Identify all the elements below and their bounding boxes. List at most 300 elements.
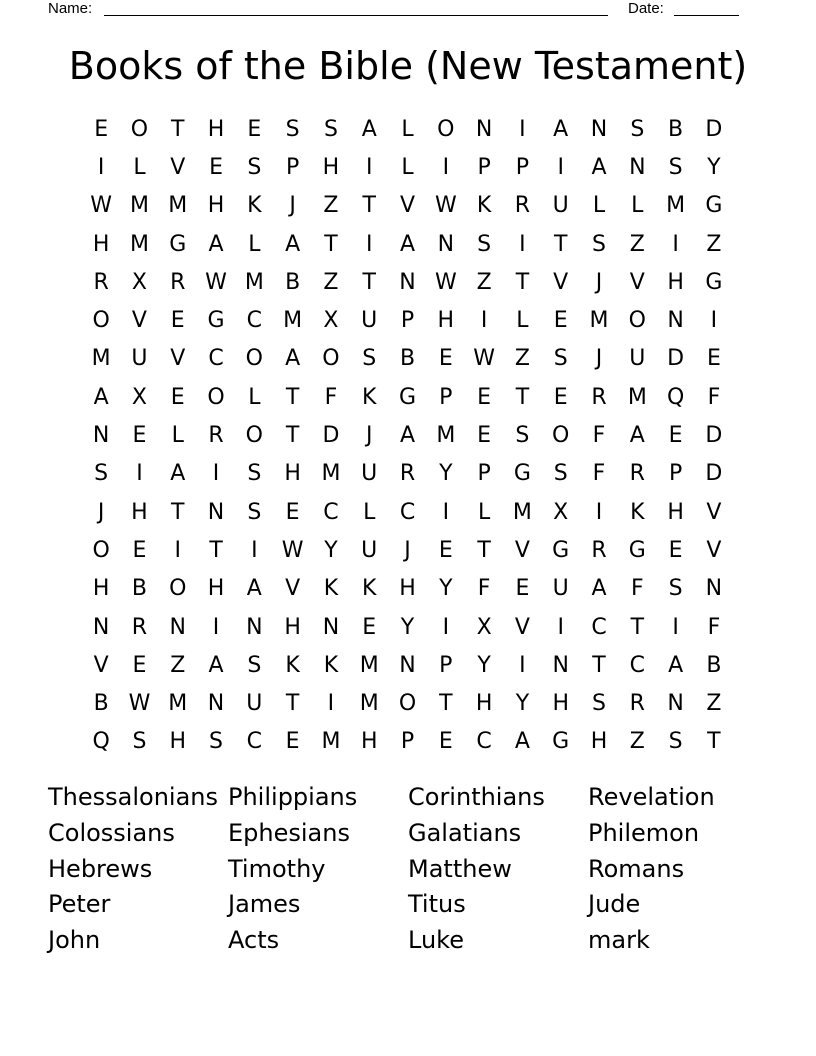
word-bank-item: Matthew	[408, 854, 512, 883]
word-bank-item: Corinthians	[408, 783, 545, 811]
grid-cell: S	[668, 729, 683, 755]
grid-cell: M	[589, 308, 609, 334]
grid-cell: N	[169, 614, 186, 640]
grid-cell: A	[668, 652, 684, 678]
grid-cell: G	[705, 269, 723, 295]
grid-cell: W	[434, 193, 457, 219]
grid-cell: G	[552, 537, 570, 563]
word-bank-item: Revelation	[588, 783, 715, 811]
grid-cell: P	[515, 154, 530, 180]
grid-cell: G	[628, 537, 646, 563]
grid-cell: E	[553, 384, 568, 410]
grid-cell: S	[323, 116, 338, 142]
grid-cell: L	[401, 116, 414, 142]
grid-cell: Y	[400, 614, 415, 640]
grid-cell: E	[285, 499, 300, 525]
grid-cell: W	[434, 269, 457, 295]
grid-cell: H	[322, 154, 340, 180]
grid-cell: V	[553, 269, 569, 295]
grid-cell: A	[514, 729, 530, 755]
grid-cell: I	[595, 499, 603, 525]
grid-cell: H	[475, 691, 493, 717]
grid-cell: M	[359, 652, 379, 678]
grid-cell: S	[247, 652, 262, 678]
grid-cell: M	[129, 231, 149, 257]
grid-cell: T	[592, 652, 606, 678]
grid-cell: O	[398, 691, 417, 717]
grid-cell: O	[245, 423, 263, 449]
grid-cell: L	[631, 193, 644, 219]
grid-cell: E	[285, 729, 300, 755]
grid-cell: D	[322, 423, 340, 449]
grid-cell: Z	[476, 269, 492, 295]
grid-cell: V	[706, 499, 722, 525]
grid-cell: Z	[706, 231, 722, 257]
grid-cell: B	[93, 691, 109, 717]
grid-cell: I	[212, 461, 220, 487]
grid-cell: O	[92, 308, 110, 334]
grid-cell: T	[515, 269, 530, 295]
grid-cell: F	[707, 614, 721, 640]
grid-cell: V	[629, 269, 645, 295]
grid-cell: C	[476, 729, 492, 755]
grid-cell: I	[442, 154, 450, 180]
grid-cell: R	[514, 193, 531, 219]
grid-cell: C	[399, 499, 416, 525]
grid-cell: T	[171, 116, 185, 142]
grid-cell: W	[473, 346, 495, 372]
grid-cell: Q	[666, 384, 685, 410]
grid-cell: T	[439, 691, 453, 717]
grid-cell: W	[90, 193, 113, 219]
grid-cell: P	[477, 154, 491, 180]
date-blank-line[interactable]	[674, 15, 739, 16]
grid-cell: I	[519, 231, 526, 257]
grid-cell: R	[93, 269, 109, 295]
grid-cell: E	[94, 116, 109, 142]
grid-cell: I	[442, 499, 450, 525]
grid-cell: S	[247, 154, 262, 180]
grid-cell: R	[170, 269, 186, 295]
word-bank-item: Romans	[588, 854, 685, 883]
grid-cell: Y	[515, 691, 530, 717]
grid-cell: S	[209, 729, 224, 755]
grid-cell: T	[515, 384, 530, 410]
grid-cell: N	[246, 614, 263, 640]
grid-cell: M	[91, 346, 111, 372]
grid-cell: A	[208, 652, 224, 678]
grid-cell: C	[208, 346, 224, 372]
page-title: Books of the Bible (New Testament)	[68, 44, 748, 88]
grid-cell: P	[285, 154, 300, 180]
word-bank-item: John	[48, 926, 101, 955]
grid-cell: M	[436, 423, 456, 449]
grid-cell: I	[174, 537, 181, 563]
grid-cell: X	[476, 614, 492, 640]
grid-cell: K	[285, 652, 300, 678]
grid-cell: V	[131, 308, 147, 334]
grid-cell: W	[205, 269, 227, 295]
grid-cell: R	[591, 384, 607, 410]
grid-cell: F	[630, 576, 644, 602]
grid-cell: G	[169, 231, 187, 257]
grid-cell: P	[400, 308, 415, 334]
grid-cell: F	[324, 384, 338, 410]
grid-cell: I	[251, 537, 258, 563]
grid-cell: E	[362, 614, 377, 640]
grid-cell: H	[667, 269, 684, 295]
grid-cell: E	[170, 308, 185, 334]
grid-cell: H	[131, 499, 148, 525]
grid-cell: Z	[170, 652, 186, 678]
grid-cell: B	[399, 346, 416, 372]
grid-cell: H	[207, 116, 225, 142]
word-bank-item: Acts	[228, 926, 280, 955]
grid-cell: M	[168, 193, 188, 219]
grid-cell: H	[92, 576, 110, 602]
grid-cell: J	[595, 269, 603, 295]
grid-cell: X	[323, 308, 339, 334]
grid-cell: K	[362, 576, 377, 602]
grid-cell: P	[668, 461, 683, 487]
grid-cell: I	[212, 614, 220, 640]
grid-cell: V	[170, 346, 186, 372]
grid-cell: R	[629, 461, 645, 487]
word-bank-item: mark	[588, 926, 650, 955]
grid-cell: K	[247, 193, 262, 219]
grid-cell: T	[362, 269, 376, 295]
grid-cell: S	[553, 346, 568, 372]
grid-cell: A	[553, 116, 569, 142]
grid-cell: A	[246, 576, 262, 602]
grid-cell: E	[553, 308, 568, 334]
grid-cell: G	[552, 729, 570, 755]
grid-cell: E	[170, 384, 185, 410]
grid-cell: A	[93, 384, 109, 410]
grid-cell: K	[323, 652, 339, 678]
grid-cell: M	[359, 691, 379, 717]
grid-cell: L	[248, 384, 261, 410]
grid-cell: N	[667, 691, 684, 717]
grid-cell: H	[207, 576, 225, 602]
grid-cell: J	[97, 499, 105, 525]
grid-cell: A	[399, 231, 416, 257]
grid-cell: A	[285, 346, 301, 372]
grid-cell: M	[321, 461, 341, 487]
grid-cell: A	[361, 116, 377, 142]
grid-cell: F	[592, 423, 606, 449]
grid-cell: Z	[323, 193, 339, 219]
grid-cell: O	[552, 423, 570, 449]
grid-cell: S	[362, 346, 377, 372]
grid-cell: H	[590, 729, 608, 755]
grid-cell: L	[477, 499, 491, 525]
grid-cell: N	[590, 116, 608, 142]
date-label: Date:	[628, 0, 664, 17]
grid-cell: H	[360, 729, 378, 755]
grid-cell: N	[207, 499, 225, 525]
grid-cell: J	[289, 193, 296, 219]
grid-cell: N	[629, 154, 646, 180]
grid-cell: U	[131, 346, 148, 372]
grid-cell: H	[399, 576, 416, 602]
grid-cell: U	[361, 537, 378, 563]
grid-cell: M	[168, 691, 188, 717]
grid-cell: U	[552, 576, 569, 602]
grid-cell: O	[207, 384, 225, 410]
grid-cell: E	[668, 537, 683, 563]
grid-cell: L	[248, 231, 261, 257]
grid-cell: E	[477, 384, 492, 410]
grid-cell: S	[668, 154, 683, 180]
word-bank-item: Luke	[408, 926, 464, 955]
grid-cell: E	[515, 576, 530, 602]
grid-cell: B	[131, 576, 147, 602]
grid-cell: I	[365, 231, 373, 257]
grid-cell: H	[552, 691, 569, 717]
grid-cell: M	[129, 193, 149, 219]
grid-cell: S	[668, 576, 683, 602]
grid-cell: S	[132, 729, 147, 755]
grid-cell: E	[668, 423, 683, 449]
grid-cell: D	[705, 461, 723, 487]
grid-cell: N	[399, 652, 416, 678]
grid-cell: R	[131, 614, 148, 640]
grid-cell: H	[437, 308, 455, 334]
grid-cell: X	[553, 499, 569, 525]
grid-cell: Z	[629, 231, 645, 257]
grid-cell: U	[246, 691, 263, 717]
grid-cell: T	[285, 384, 300, 410]
grid-cell: S	[630, 116, 645, 142]
word-bank-item: Timothy	[228, 854, 326, 883]
grid-cell: K	[476, 193, 492, 219]
word-bank	[48, 779, 768, 958]
grid-cell: B	[706, 652, 722, 678]
word-bank-item: Philippians	[228, 783, 358, 811]
grid-cell: E	[438, 537, 453, 563]
grid-cell: N	[92, 423, 110, 449]
grid-cell: N	[552, 652, 569, 678]
grid-cell: V	[93, 652, 109, 678]
grid-cell: T	[285, 691, 300, 717]
grid-cell: H	[667, 499, 684, 525]
grid-cell: M	[666, 193, 686, 219]
grid-cell: D	[667, 346, 685, 372]
grid-cell: N	[667, 308, 684, 334]
grid-cell: N	[475, 116, 493, 142]
grid-cell: N	[399, 269, 416, 295]
grid-cell: C	[323, 499, 339, 525]
grid-cell: C	[629, 652, 645, 678]
grid-cell: D	[705, 423, 723, 449]
name-blank-line[interactable]	[104, 15, 608, 16]
grid-cell: E	[247, 116, 262, 142]
grid-cell: Z	[323, 269, 339, 295]
grid-cell: N	[437, 231, 455, 257]
grid-cell: T	[285, 423, 300, 449]
grid-cell: O	[245, 346, 263, 372]
grid-cell: E	[132, 652, 147, 678]
grid-cell: H	[169, 729, 187, 755]
grid-cell: I	[557, 614, 564, 640]
grid-cell: Y	[439, 461, 453, 487]
grid-cell: F	[592, 461, 606, 487]
grid-cell: C	[591, 614, 607, 640]
grid-cell: Z	[706, 691, 722, 717]
grid-cell: W	[128, 691, 151, 717]
word-bank-item: Jude	[588, 890, 641, 919]
grid-cell: O	[322, 346, 340, 372]
grid-cell: V	[514, 614, 530, 640]
grid-cell: Z	[514, 346, 530, 372]
grid-cell: A	[208, 231, 224, 257]
grid-cell: A	[591, 576, 607, 602]
grid-cell: X	[131, 269, 147, 295]
grid-cell: M	[283, 308, 303, 334]
grid-cell: I	[519, 116, 526, 142]
grid-cell: C	[246, 308, 263, 334]
grid-cell: G	[398, 384, 417, 410]
grid-cell: H	[207, 193, 225, 219]
grid-cell: I	[672, 614, 679, 640]
grid-cell: L	[401, 154, 414, 180]
grid-cell: Q	[92, 729, 110, 755]
grid-cell: G	[207, 308, 225, 334]
grid-cell: L	[363, 499, 376, 525]
grid-cell: E	[438, 346, 453, 372]
grid-cell: T	[209, 537, 223, 563]
word-bank-item: Peter	[48, 890, 111, 919]
worksheet-header	[0, 0, 816, 20]
grid-cell: T	[553, 231, 568, 257]
grid-cell: S	[592, 231, 606, 257]
grid-cell: H	[92, 231, 110, 257]
grid-cell: R	[591, 537, 607, 563]
grid-cell: R	[399, 461, 416, 487]
grid-cell: O	[92, 537, 110, 563]
grid-cell: U	[361, 461, 378, 487]
grid-cell: W	[281, 537, 304, 563]
grid-cell: U	[552, 193, 569, 219]
grid-cell: J	[595, 346, 603, 372]
grid-cell: P	[439, 384, 453, 410]
grid-cell: T	[630, 614, 645, 640]
grid-cell: L	[133, 154, 146, 180]
grid-cell: P	[439, 652, 453, 678]
grid-cell: J	[404, 537, 411, 563]
grid-cell: N	[705, 576, 723, 602]
grid-cell: M	[244, 269, 264, 295]
grid-cell: K	[362, 384, 377, 410]
grid-cell: Y	[324, 537, 338, 563]
grid-cell: T	[362, 193, 376, 219]
grid-cell: A	[629, 423, 645, 449]
grid-cell: M	[512, 499, 532, 525]
grid-cell: B	[668, 116, 684, 142]
word-bank-item: Colossians	[48, 818, 175, 847]
grid-cell: F	[477, 576, 491, 602]
grid-cell: V	[170, 154, 186, 180]
grid-cell: T	[477, 537, 491, 563]
word-bank-item: Galatians	[408, 818, 522, 847]
grid-cell: I	[442, 614, 450, 640]
word-bank-item: Titus	[408, 890, 466, 919]
name-label: Name:	[48, 0, 93, 17]
grid-cell: R	[629, 691, 645, 717]
grid-cell: I	[480, 308, 488, 334]
grid-cell: A	[285, 231, 301, 257]
grid-cell: E	[132, 423, 147, 449]
grid-cell: A	[399, 423, 416, 449]
word-bank-item: Thessalonians	[48, 783, 219, 811]
grid-cell: V	[399, 193, 416, 219]
grid-cell: X	[131, 384, 147, 410]
grid-cell: H	[284, 614, 301, 640]
grid-cell: I	[327, 691, 335, 717]
grid-cell: E	[438, 729, 453, 755]
grid-cell: O	[130, 116, 149, 142]
grid-cell: R	[208, 423, 224, 449]
grid-cell: J	[365, 423, 373, 449]
grid-cell: N	[207, 691, 225, 717]
grid-cell: Y	[477, 652, 491, 678]
grid-cell: S	[553, 461, 568, 487]
grid-cell: S	[477, 231, 492, 257]
grid-cell: I	[710, 308, 718, 334]
grid-cell: G	[513, 461, 531, 487]
grid-cell: O	[628, 308, 646, 334]
grid-cell: I	[365, 154, 373, 180]
grid-cell: K	[323, 576, 339, 602]
grid-cell: I	[672, 231, 679, 257]
grid-cell: S	[94, 461, 109, 487]
grid-cell: M	[627, 384, 647, 410]
grid-cell: U	[629, 346, 646, 372]
grid-cell: O	[169, 576, 187, 602]
grid-cell: C	[246, 729, 263, 755]
grid-cell: S	[285, 116, 300, 142]
grid-cell: E	[477, 423, 492, 449]
grid-cell: V	[514, 537, 530, 563]
grid-cell: Y	[439, 576, 453, 602]
grid-cell: P	[477, 461, 491, 487]
grid-cell: E	[132, 537, 147, 563]
grid-cell: Z	[629, 729, 645, 755]
grid-cell: K	[630, 499, 645, 525]
letter-grid	[82, 110, 733, 761]
grid-cell: S	[247, 461, 262, 487]
word-bank-item: Philemon	[588, 818, 700, 847]
word-bank-item: Hebrews	[48, 854, 153, 883]
grid-cell: N	[92, 614, 110, 640]
grid-cell: G	[705, 193, 723, 219]
grid-cell: P	[400, 729, 415, 755]
grid-cell: V	[706, 537, 722, 563]
grid-cell: I	[519, 652, 526, 678]
grid-cell: N	[322, 614, 340, 640]
grid-cell: H	[284, 461, 301, 487]
grid-cell: T	[324, 231, 338, 257]
grid-cell: M	[321, 729, 341, 755]
grid-cell: D	[705, 116, 723, 142]
word-bank-item: James	[228, 890, 301, 919]
grid-cell: S	[515, 423, 530, 449]
word-bank-item: Ephesians	[228, 818, 350, 847]
grid-cell: L	[171, 423, 184, 449]
grid-cell: I	[97, 154, 105, 180]
grid-cell: T	[707, 729, 721, 755]
